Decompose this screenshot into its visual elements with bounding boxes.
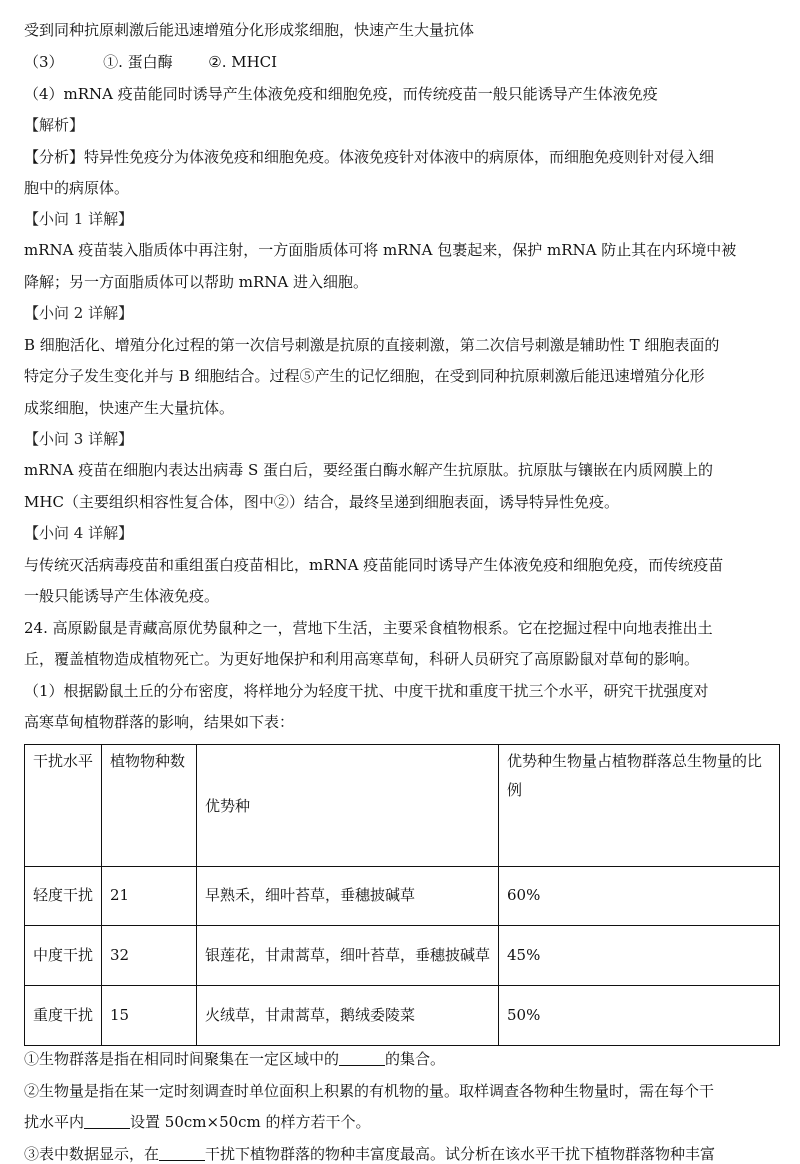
question-line: [24, 1049, 784, 1069]
text-span: ①生物群落是指在相同时间聚集在一定区域中的: [24, 1050, 340, 1068]
answer-number: （3）: [24, 53, 64, 71]
results-table: [24, 744, 780, 1046]
section-heading-q2: 【小问 2 详解】: [24, 304, 134, 322]
text-span: 的集合。: [385, 1050, 446, 1068]
answer-blank: [84, 1114, 130, 1129]
answer-3-line: [24, 52, 784, 72]
table-cell: 15: [102, 986, 197, 1046]
table-cell: 32: [102, 926, 197, 986]
table-cell: 21: [102, 866, 197, 926]
answer-blank: [339, 1051, 385, 1066]
table-cell: 火绒草，甘肃蒿草，鹅绒委陵菜: [197, 986, 499, 1046]
paragraph-line: [24, 366, 784, 386]
circled-number: ⑤: [299, 367, 315, 385]
section-heading-q1: 【小问 1 详解】: [24, 210, 134, 228]
question-24-part1-line: 高寒草甸植物群落的影响，结果如下表：: [24, 713, 295, 731]
text-span: 干扰下植物群落的物种丰富度最高。试分析在该水平干扰下植物群落物种丰富: [205, 1145, 716, 1163]
section-heading-analysis: 【解析】: [24, 116, 85, 134]
circled-number: ①: [103, 53, 119, 71]
table-cell: 50%: [499, 986, 780, 1046]
table-cell: 轻度干扰: [25, 866, 102, 926]
paragraph-line: mRNA 疫苗装入脂质体中再注射，一方面脂质体可将 mRNA 包裹起来，保护 mRNA 防止其在内环境中被: [24, 241, 737, 259]
table-header-cell: 植物物种数: [102, 745, 197, 867]
answer-4-line: （4）mRNA 疫苗能同时诱导产生体液免疫和细胞免疫，而传统疫苗一般只能诱导产生体液免疫: [24, 85, 658, 103]
paragraph-line: mRNA 疫苗在细胞内表达出病毒 S 蛋白后，要经蛋白酶水解产生抗原肽。抗原肽与镶嵌在内质网膜上的: [24, 461, 714, 479]
answer-text: . 蛋白酶: [118, 53, 173, 71]
paragraph-line: B 细胞活化、增殖分化过程的第一次信号刺激是抗原的直接刺激，第二次信号刺激是辅助性 T 细胞表面的: [24, 336, 720, 354]
circled-number: ②: [273, 493, 289, 511]
text-span: 产生的记忆细胞，在受到同种抗原刺激后能迅速增殖分化形: [314, 367, 705, 385]
table-cell: 中度干扰: [25, 926, 102, 986]
section-heading-q4: 【小问 4 详解】: [24, 524, 134, 542]
text-span: 特定分子发生变化并与 B 细胞结合。过程: [24, 367, 300, 385]
question-24-part1-line: （1）根据鼢鼠土丘的分布密度，将样地分为轻度干扰、中度干扰和重度干扰三个水平，研究干扰强度对: [24, 682, 709, 700]
text-span: ③表中数据显示，在: [24, 1145, 160, 1163]
table-cell: 银莲花，甘肃蒿草，细叶苔草，垂穗披碱草: [197, 926, 499, 986]
table-header-cell: 优势种生物量占植物群落总生物量的比例: [499, 745, 780, 867]
paragraph-line: [24, 492, 784, 512]
table-cell: 45%: [499, 926, 780, 986]
paragraph-line: 一般只能诱导产生体液免疫。: [24, 587, 220, 605]
text-span: 扰水平内: [24, 1113, 85, 1131]
section-heading-q3: 【小问 3 详解】: [24, 430, 134, 448]
paragraph-line: 【分析】特异性免疫分为体液免疫和细胞免疫。体液免疫针对体液中的病原体，而细胞免疫则针对侵入细: [24, 148, 715, 166]
table-header-cell: 干扰水平: [25, 745, 102, 867]
table-cell: 早熟禾，细叶苔草，垂穗披碱草: [197, 866, 499, 926]
table-cell: 60%: [499, 866, 780, 926]
answer-text: . MHCI: [221, 53, 278, 71]
circled-number: ②: [208, 53, 222, 71]
answer-blank: [159, 1146, 205, 1161]
table-header-row: [25, 745, 780, 867]
table-row: [25, 926, 780, 986]
question-line: ②生物量是指在某一定时刻调查时单位面积上积累的有机物的量。取样调查各物种生物量时，需在每个干: [24, 1082, 715, 1100]
text-span: MHC（主要组织相容性复合体，图中: [24, 493, 274, 511]
table-row: [25, 986, 780, 1046]
paragraph-line: 胞中的病原体。: [24, 179, 130, 197]
question-24-line: 24. 高原鼢鼠是青藏高原优势鼠种之一，营地下生活，主要采食植物根系。它在挖掘过程中向地表推出土: [24, 619, 713, 637]
table-cell: 重度干扰: [25, 986, 102, 1046]
paragraph-line: 降解；另一方面脂质体可以帮助 mRNA 进入细胞。: [24, 273, 369, 291]
text-span: ）结合，最终呈递到细胞表面，诱导特异性免疫。: [288, 493, 619, 511]
paragraph-line: 成浆细胞，快速产生大量抗体。: [24, 399, 235, 417]
table-row: [25, 866, 780, 926]
paragraph-line: 与传统灭活病毒疫苗和重组蛋白疫苗相比，mRNA 疫苗能同时诱导产生体液免疫和细胞免疫，而传统疫苗: [24, 556, 724, 574]
question-line: [24, 1112, 784, 1132]
question-line: [24, 1144, 784, 1164]
answer-line: 受到同种抗原刺激后能迅速增殖分化形成浆细胞，快速产生大量抗体: [24, 21, 475, 39]
table-header-cell: 优势种: [197, 745, 499, 867]
text-span: 设置 50cm×50cm 的样方若干个。: [130, 1113, 371, 1131]
question-24-line: 丘，覆盖植物造成植物死亡。为更好地保护和利用高寒草甸，科研人员研究了高原鼢鼠对草甸的影响。: [24, 650, 700, 668]
